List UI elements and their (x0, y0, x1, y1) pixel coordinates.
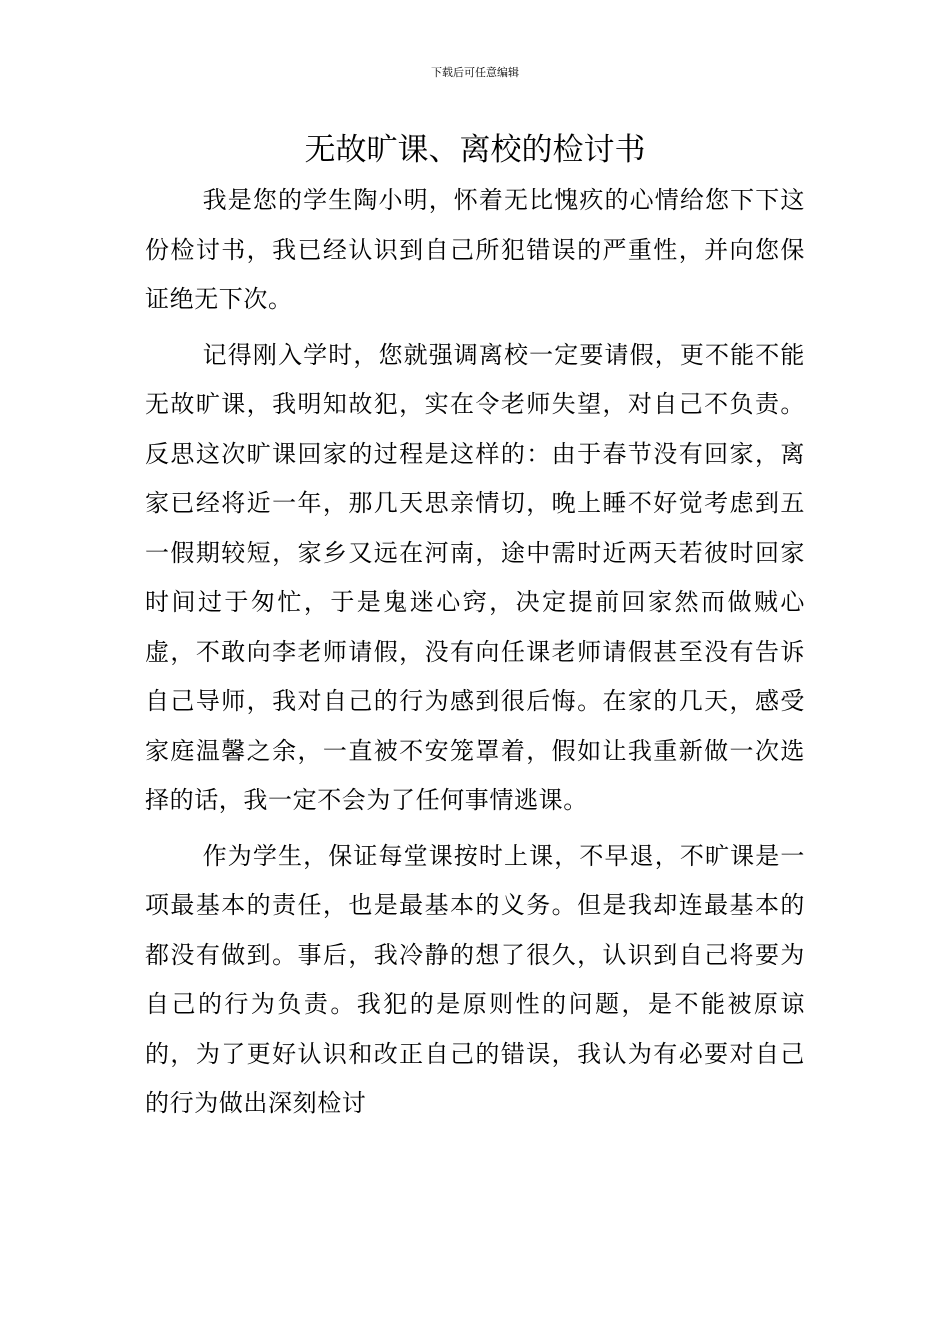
paragraph-2: 记得刚入学时，您就强调离校一定要请假，更不能不能无故旷课，我明知故犯，实在令老师失望，对自己不负责。反思这次旷课回家的过程是这样的：由于春节没有回家，离家已经将近一年，那几天思亲情切，晚上睡不好觉考虑到五一假期较短，家乡又远在河南，途中需时近两天若彼时回家时间过于匆忙，于是鬼迷心窍，决定提前回家然而做贼心虚，不敢向李老师请假，没有向任课老师请假甚至没有告诉自己导师，我对自己的行为感到很后悔。在家的几天，感受家庭温馨之余，一直被不安笼罩着，假如让我重新做一次选择的话，我一定不会为了任何事情逃课。 (145, 340, 805, 814)
paragraph-3: 作为学生，保证每堂课按时上课，不早退，不旷课是一项最基本的责任，也是最基本的义务。但是我却连最基本的都没有做到。事后，我冷静的想了很久，认识到自己将要为自己的行为负责。我犯的是原则性的问题，是不能被原谅的，为了更好认识和改正自己的错误，我认为有必要对自己的行为做出深刻检讨 (145, 841, 805, 1117)
paragraph-1: 我是您的学生陶小明，怀着无比愧疚的心情给您下下这份检讨书，我已经认识到自己所犯错误的严重性，并向您保证绝无下次。 (145, 186, 805, 313)
document-body (145, 176, 805, 1135)
document-title: 无故旷课、离校的检讨书 (304, 132, 646, 168)
header-note: 下载后可任意编辑 (431, 66, 519, 79)
